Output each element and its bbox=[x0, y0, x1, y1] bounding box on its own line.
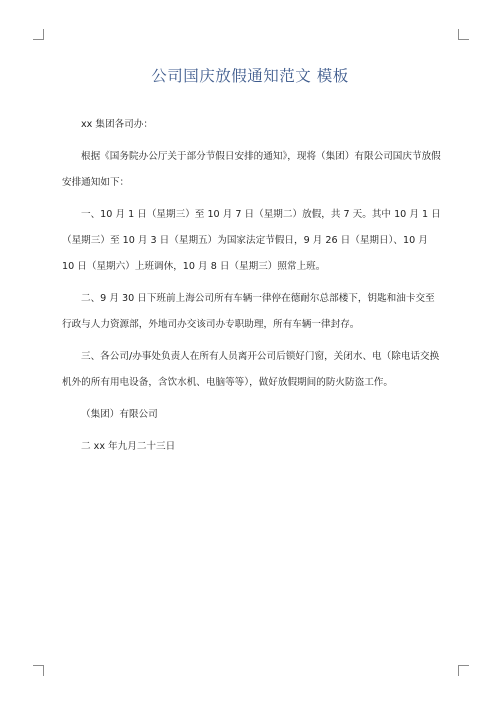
document-date: 二 xx 年九月二十三日 bbox=[81, 441, 176, 452]
crop-mark-top-left bbox=[33, 29, 44, 40]
document-body bbox=[62, 112, 442, 460]
paragraph-intro: 根据《国务院办公厅关于部分节假日安排的通知》，现将（集团）有限公司国庆节放假安排通知如下： bbox=[62, 151, 441, 188]
crop-mark-bottom-left bbox=[33, 665, 44, 676]
paragraph-item-3: 三、各公司/办事处负责人在所有人员离开公司后锁好门窗，关闭水、电（除电话交换机外的所有用电设备，含饮水机、电脑等等），做好放假期间的防火防盗工作。 bbox=[62, 351, 440, 388]
crop-mark-top-right bbox=[458, 29, 469, 40]
document-title: 公司国庆放假通知范文 模板 bbox=[151, 67, 349, 85]
salutation: xx 集团各司办： bbox=[81, 119, 153, 130]
crop-mark-bottom-right bbox=[458, 665, 469, 676]
paragraph-item-2: 二、9 月 30 日下班前上海公司所有车辆一律停在德耐尔总部楼下，钥匙和油卡交至行政与人力资源部，外地司办交该司办专职助理，所有车辆一律封存。 bbox=[62, 293, 435, 330]
paragraph-item-1: 一、10 月 1 日（星期三）至 10 月 7 日（星期二）放假，共 7 天。其中 10 月 1 日（星期三）至 10 月 3 日（星期五）为国家法定节假日，9 月 26 日（星期日）、10 月 10 日（星期六）上班调休，10 月 8 日（星期三）照常上班。 bbox=[62, 209, 441, 272]
signature: （集团）有限公司 bbox=[81, 409, 158, 420]
